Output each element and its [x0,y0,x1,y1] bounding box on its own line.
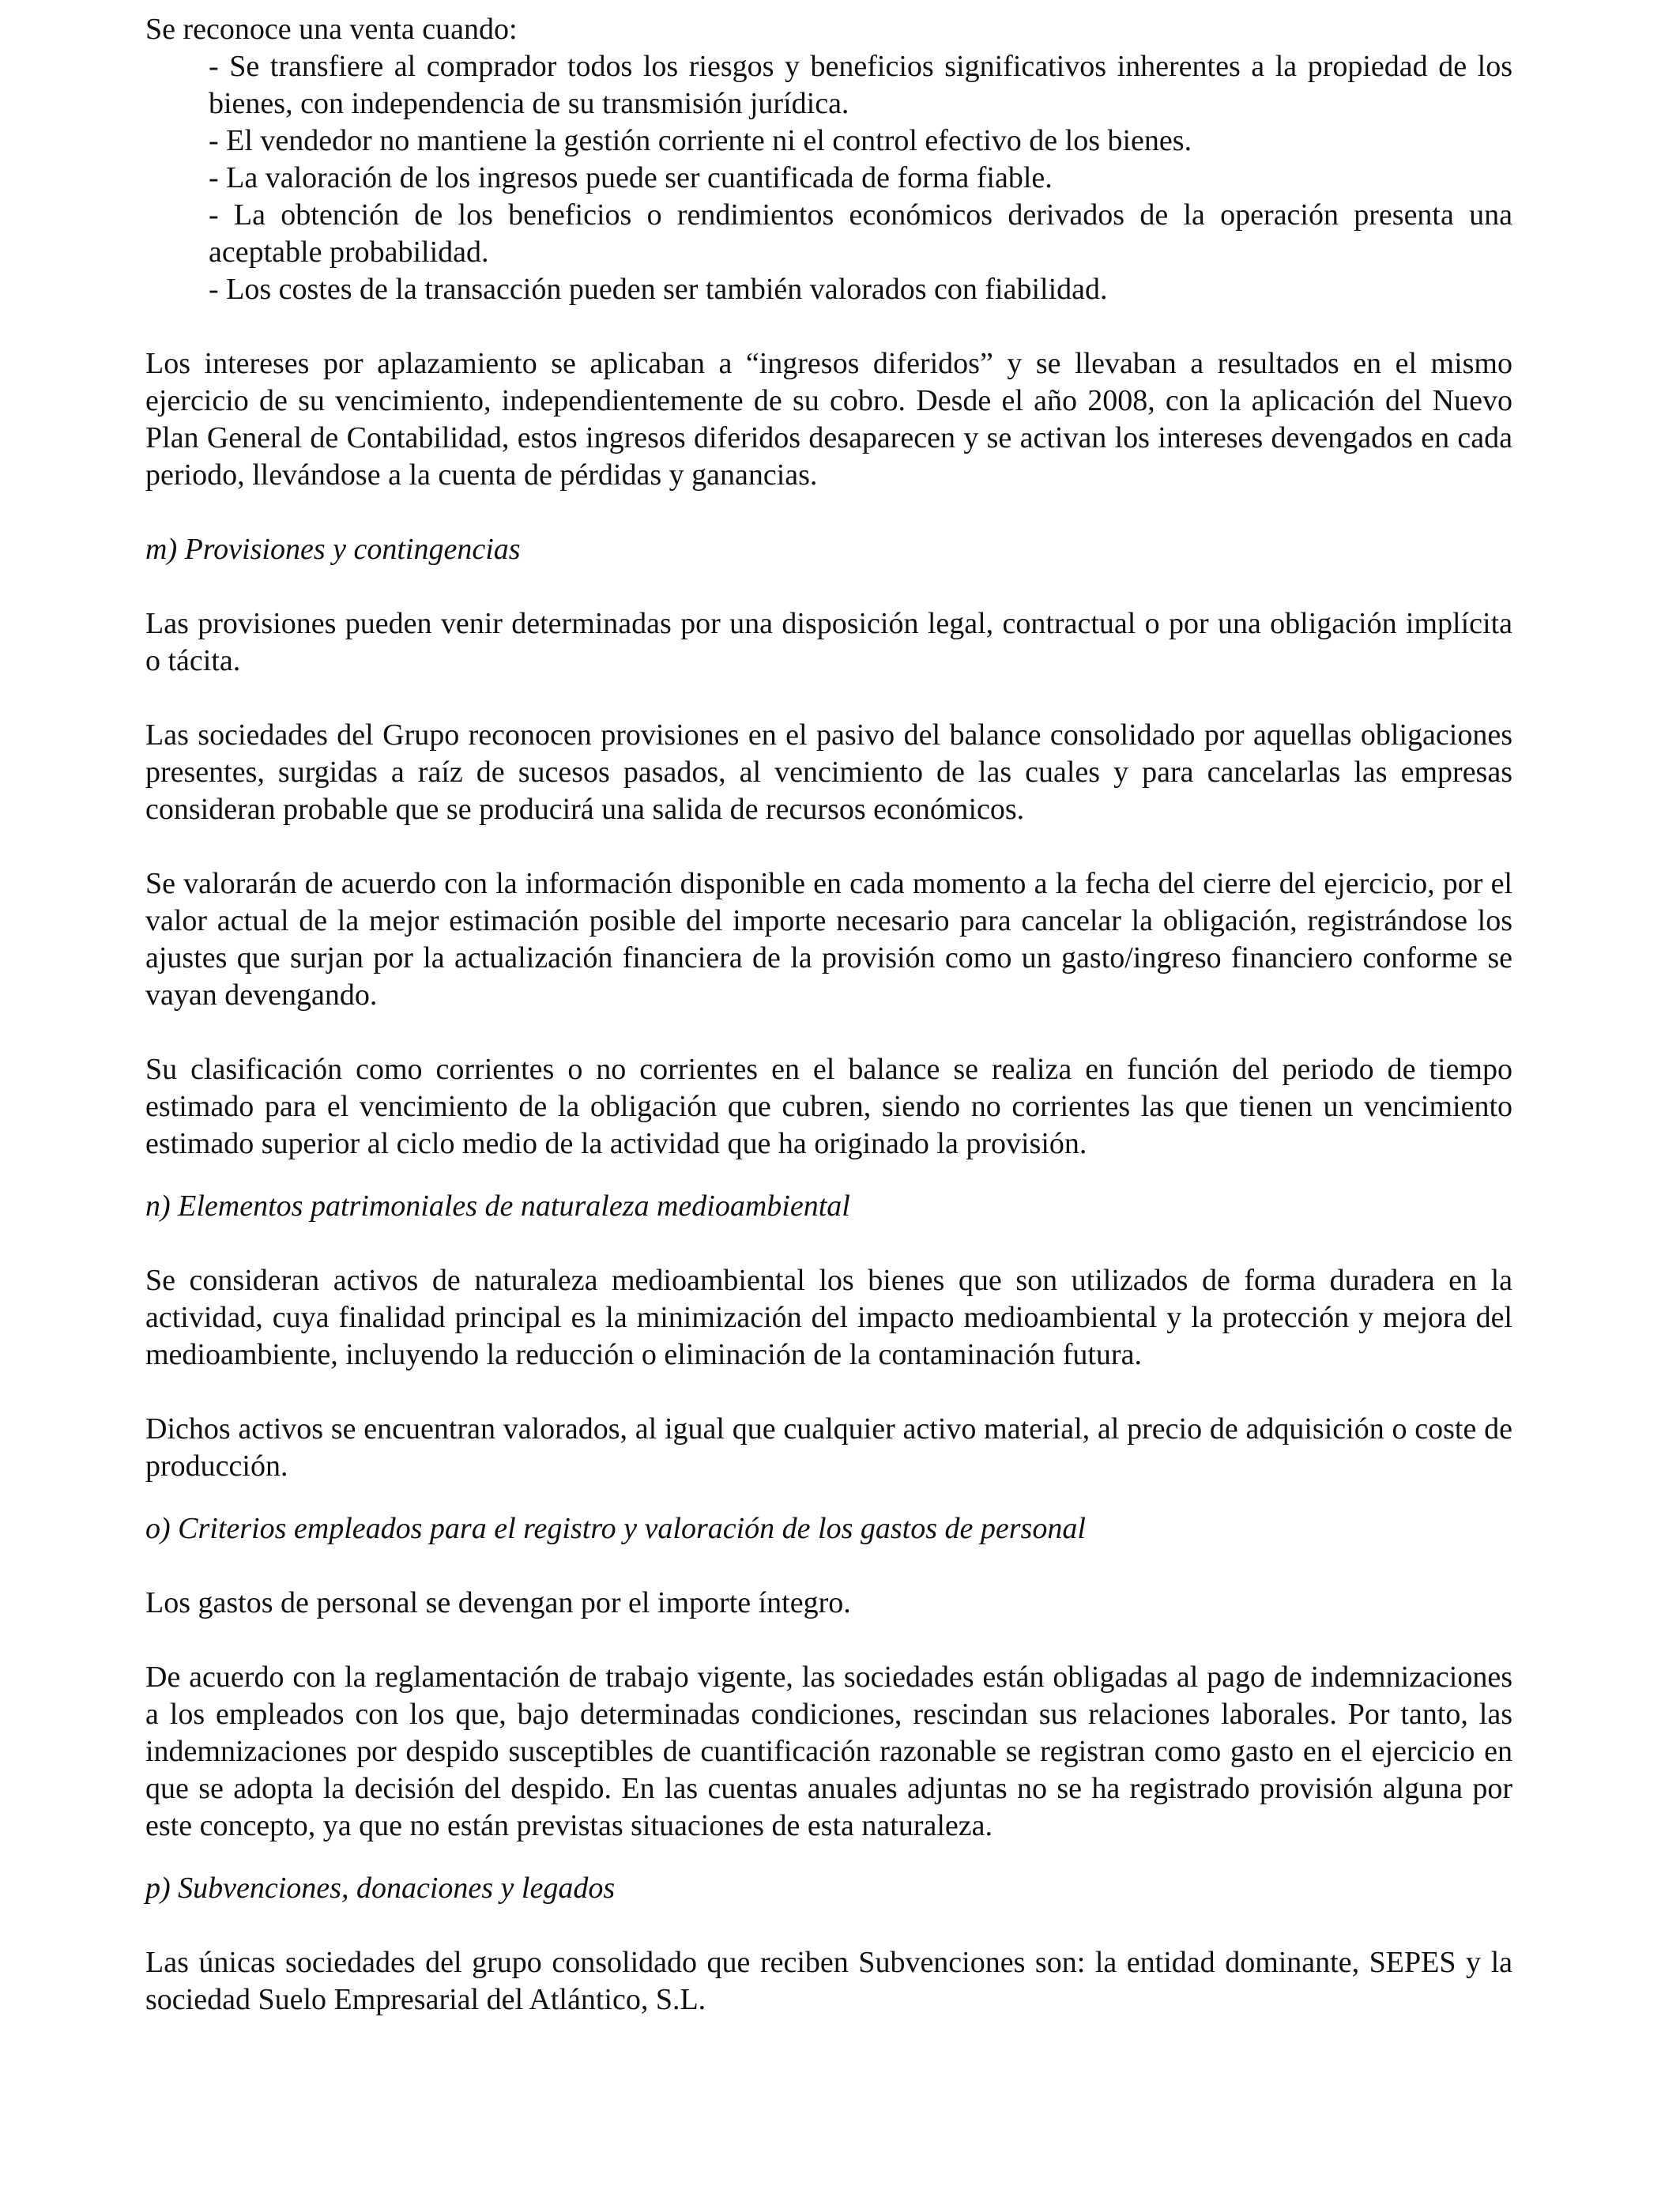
sales-recognition-list [145,48,1512,308]
sales-recognition-intro: Se reconoce una venta cuando: [145,13,518,46]
list-item: - La valoración de los ingresos puede ser cuantificada de forma fiable. [209,161,1053,194]
list-item: - El vendedor no mantiene la gestión corriente ni el control efectivo de los bienes. [209,124,1192,157]
paragraph-deferred-interest: Los intereses por aplazamiento se aplicaban a “ingresos diferidos” y se llevaban a resultados en el mismo ejercicio de su vencimiento, independientemente de su cobro. Desde el año 2008, con la aplicación del Nuevo Plan General de Contabilidad, estos ingresos diferidos desaparecen y se activan los intereses devengados en cada periodo, llevándose a la cuenta de pérdidas y ganancias. [145,347,1512,492]
paragraph: Las sociedades del Grupo reconocen provisiones en el pasivo del balance consolidado por aquellas obligaciones presentes, surgidas a raíz de sucesos pasados, al vencimiento de las cuales y para cancelarlas las empresas consideran probable que se producirá una salida de recursos económicos. [145,718,1512,826]
paragraph: Se valorarán de acuerdo con la información disponible en cada momento a la fecha del cierre del ejercicio, por el valor actual de la mejor estimación posible del importe necesario para cancelar la obligación, registrándose los ajustes que surjan por la actualización financiera de la provisión como un gasto/ingreso financiero conforme se vayan devengando. [145,867,1512,1012]
section-heading-provisiones: m) Provisiones y contingencias [145,533,521,566]
paragraph: Los gastos de personal se devengan por el importe íntegro. [145,1586,851,1619]
section-heading-gastos-personal: o) Criterios empleados para el registro y valoración de los gastos de personal [145,1512,1086,1545]
paragraph: Las provisiones pueden venir determinadas por una disposición legal, contractual o por una obligación implícita o tácita. [145,607,1512,677]
section-heading-subvenciones: p) Subvenciones, donaciones y legados [145,1872,616,1905]
paragraph: Su clasificación como corrientes o no corrientes en el balance se realiza en función del periodo de tiempo estimado para el vencimiento de la obligación que cubren, siendo no corrientes las que tienen un vencimiento estimado superior al ciclo medio de la actividad que ha originado la provisión. [145,1053,1512,1160]
list-item: - Se transfiere al comprador todos los riesgos y beneficios significativos inherentes a la propiedad de los bienes, con independencia de su transmisión jurídica. [209,50,1512,120]
paragraph: Se consideran activos de naturaleza medioambiental los bienes que son utilizados de forma duradera en la actividad, cuya finalidad principal es la minimización del impacto medioambiental y la protección y mejora del medioambiente, incluyendo la reducción o eliminación de la contaminación futura. [145,1264,1512,1371]
paragraph: De acuerdo con la reglamentación de trabajo vigente, las sociedades están obligadas al pago de indemnizaciones a los empleados con los que, bajo determinadas condiciones, rescindan sus relaciones laborales. Por tanto, las indemnizaciones por despido susceptibles de cuantificación razonable se registran como gasto en el ejercicio en que se adopta la decisión del despido. En las cuentas anuales adjuntas no se ha registrado provisión alguna por este concepto, ya que no están previstas situaciones de esta naturaleza. [145,1661,1512,1842]
list-item: - La obtención de los beneficios o rendimientos económicos derivados de la operación presenta una aceptable probabilidad. [209,198,1512,269]
document-page [145,11,1512,2019]
paragraph: Dichos activos se encuentran valorados, al igual que cualquier activo material, al precio de adquisición o coste de producción. [145,1412,1512,1483]
section-heading-medioambiental: n) Elementos patrimoniales de naturaleza medioambiental [145,1189,850,1223]
list-item: - Los costes de la transacción pueden ser también valorados con fiabilidad. [209,273,1108,306]
paragraph: Las únicas sociedades del grupo consolidado que reciben Subvenciones son: la entidad dominante, SEPES y la sociedad Suelo Empresarial del Atlántico, S.L. [145,1946,1512,2016]
